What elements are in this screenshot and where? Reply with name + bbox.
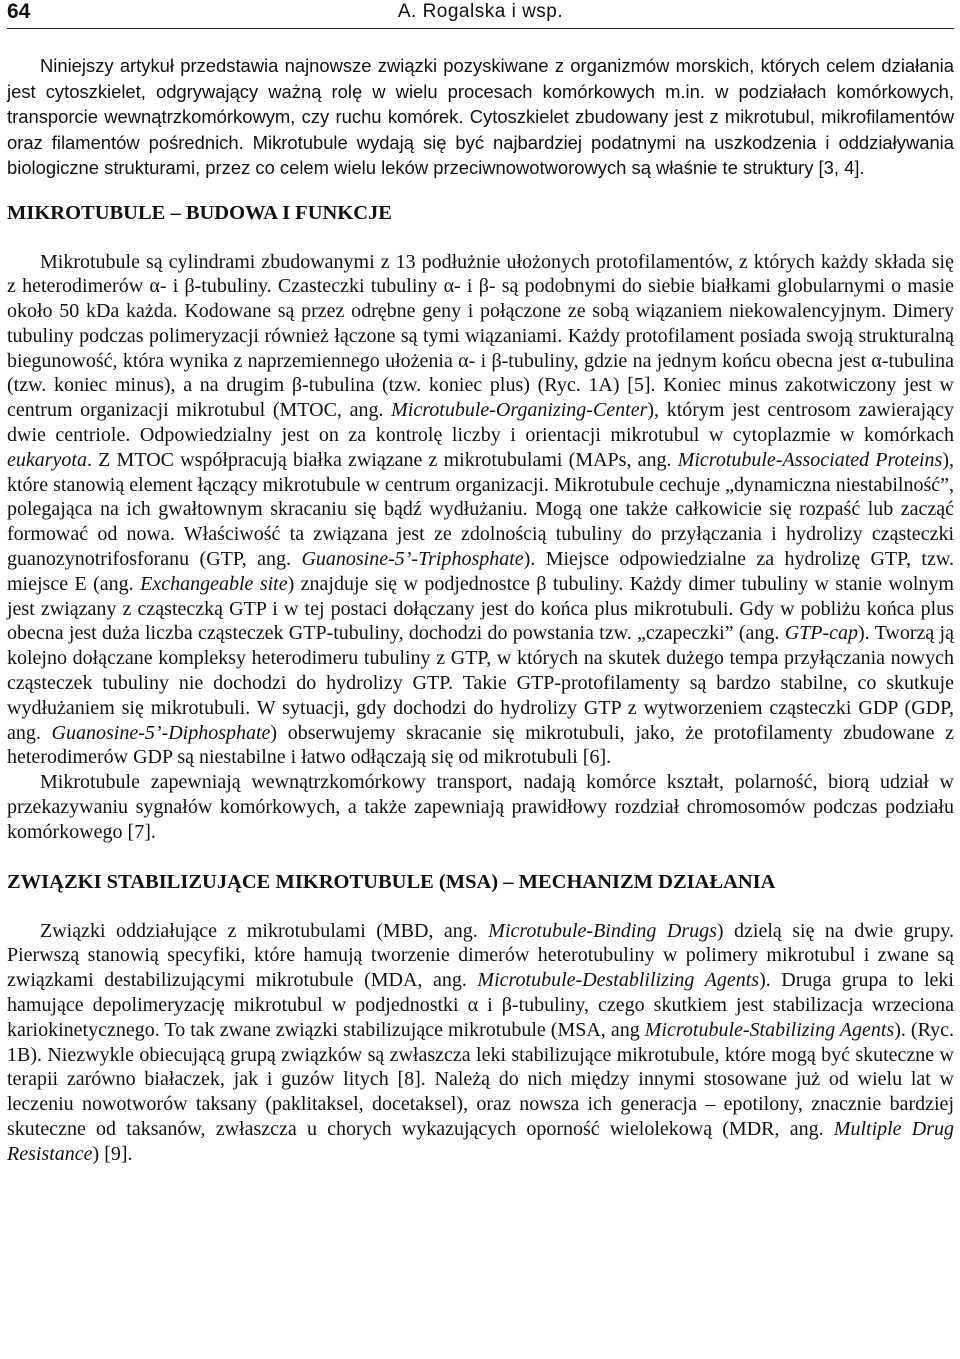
page-number: 64 [7, 0, 31, 23]
italic-term: Guanosine-5’-Triphosphate [301, 548, 524, 571]
text-run: ), którym jest centrosom zawierający dwie centriole. Odpowiedzialny jest on za kontrolę liczby i orientacji mikrotubul w cytoplazmie w komórkach [7, 399, 954, 447]
text-run: ). (Ryc. 1B). Niezwykle obiecującą grupą związków są zwłaszcza leki stabilizujące mikrotubule, które mogą być skuteczne w terapii zarówno białaczek, jak i guzów litych [8]. Należą do nich między innymi stosowane już od wielu lat w leczeniu nowotworów taksany (paklitaksel, docetaksel), oraz nowsza ich generacja – epotilony, znacznie bardziej skuteczne od taksanów, zwłaszcza u chorych wykazujących oporność wielolekową (MDR, ang. [7, 1018, 954, 1140]
text-run: . Z MTOC współpracują białka związane z mikrotubulami (MAPs, ang. [86, 448, 678, 471]
section-heading-mikrotubule: MIKROTUBULE – BUDOWA I FUNKCJE [7, 201, 392, 224]
italic-term: Microtubule-Associated Proteins [677, 448, 943, 471]
text-run: ) [9]. [92, 1142, 133, 1165]
italic-term: Microtubule-Stabilizing Agents [644, 1018, 895, 1041]
paragraph-budowa [7, 250, 954, 771]
text-run: ) znajduje się w podjednostce β tubuliny. Każdy dimer tubuliny w stanie wolnym jest związany z cząsteczką GTP i w tej postaci dołączany jest do końca plus mikrotubuli. Gdy w pobliżu końca plus obecna jest duża liczba cząsteczek GTP-tubuliny, dochodzi do powstania tzw. „czapeczki” (ang. [7, 572, 954, 645]
text-run: Mikrotubule są cylindrami zbudowanymi z 13 podłużnie ułożonych protofilamentów, z których każdy składa się z heterodimerów α- i β-tubuliny. Czasteczki tubuliny α- i β- są podobnymi do siebie białkami globularnymi o masie około 50 kDa każda. Kodowane są przez odrębne geny i połączone ze sobą wiązaniem niekowalencyjnym. Dimery tubuliny podczas polimeryzacji również łączone są tymi wiązaniami. Każdy protofilament posiada swoją strukturalną biegunowość, która wynika z naprzemiennego ułożenia α- i β-tubuliny, gdzie na jednym końcu obecna jest α-tubulina (tzw. koniec minus), a na drugim β-tubulina (tzw. koniec plus) (Ryc. 1A) [5]. Koniec minus zakotwiczony jest w centrum organizacji mikrotubul (MTOC, ang. [7, 250, 954, 422]
page-header [7, 0, 954, 29]
text-run: Związki oddziałujące z mikrotubulami (MBD, ang. [40, 919, 489, 942]
intro-paragraph [7, 53, 954, 181]
intro-text: Niniejszy artykuł przedstawia najnowsze związki pozyskiwane z organizmów morskich, których celem działania jest cytoszkielet, odgrywający ważną rolę w wielu procesach komórkowych m.in. w podziałach komórkowych, transporcie wewnątrzkomórkowym, czy ruchu komórek. Cytoszkielet zbudowany jest z mikrotubul, mikrofilamentów oraz filamentów pośrednich. Mikrotubule wydają się być najbardziej podatnymi na uszkodzenia i oddziaływania biologiczne strukturami, przez co celem wielu leków przeciwnowotworowych są właśnie te struktury [3, 4]. [7, 55, 954, 178]
text-run: ) dzielą się na dwie grupy. Pierwszą stanowią specyfiki, które hamują tworzenie dimerów heterotubuliny w polimery mikrotubul i zwane są związkami destabilizującymi mikrotubule (MDA, ang. [7, 919, 954, 992]
running-head: A. Rogalska i wsp. [397, 1, 564, 22]
text-run: ). Miejsce odpowiedzialne za hydrolizę GTP, tzw. miejsce E (ang. [7, 548, 954, 595]
text-run: ). Tworzą ją kolejno dołączane kompleksy heterodimeru tubuliny z GTP, w których na skutek dużego tempa przyłączania nowych cząsteczek tubuliny nie dochodzi do hydrolizy GTP. Takie GTP-protofilamenty są bardzo stabilne, co skutkuje wydłużaniem się mikrotubuli. W sytuacji, gdy dochodzi do hydrolizy GTP z wytworzeniem cząsteczki GDP (GDP, ang. [7, 622, 954, 744]
italic-term: Microtubule-Organizing-Center [391, 399, 648, 422]
italic-term: Guanosine-5’-Diphosphate [51, 721, 271, 744]
italic-term: Microtubule-Destablilizing Agents [477, 969, 760, 992]
section-heading-msa: ZWIĄZKI STABILIZUJĄCE MIKROTUBULE (MSA) – MECHANIZM DZIAŁANIA [7, 870, 776, 893]
paragraph-funkcje: Mikrotubule zapewniają wewnątrzkomórkowy transport, nadają komórce kształt, polarność, biorą udział w przekazywaniu sygnałów komórkowych, a także zapewniają prawidłowy rozdział chromosomów podczas podziału komórkowego [7]. [7, 771, 954, 843]
text-run: ). Druga grupa to leki hamujące depolimeryzację mikrotubul w podjednostki α i β-tubuliny, czego skutkiem jest stabilizacja wrzeciona kariokinetycznego. To tak zwane związki stabilizujące mikrotubule (MSA, ang [7, 969, 954, 1041]
italic-term: Microtubule-Binding Drugs [488, 919, 717, 942]
text-run: ), które stanowią element łączący mikrotubule w centrum organizacji. Mikrotubule cechuje „dynamiczna niestabilność”, polegająca na ich gwałtownym skracaniu się bądź wydłużaniu. Mogą one także całkowicie się rozpaść lub zacząć formować od nowa. Właściwość ta związana jest ze zdolnością tubuliny do przyłączania i hydrolizy cząsteczki guanozynotrifosforanu (GTP, ang. [7, 448, 955, 571]
italic-term: Exchangeable site [140, 572, 288, 595]
italic-term: GTP-cap [784, 622, 859, 645]
italic-term: eukaryota [7, 448, 87, 471]
paragraph-msa [7, 919, 954, 1167]
text-run: ) obserwujemy skracanie się mikrotubuli, jako, że protofilamenty zbudowane z heterodimerów GDP są niestabilne i łatwo odłączają się od mikrotubuli [6]. [7, 721, 954, 769]
italic-term: Multiple Drug Resistance [7, 1118, 954, 1165]
